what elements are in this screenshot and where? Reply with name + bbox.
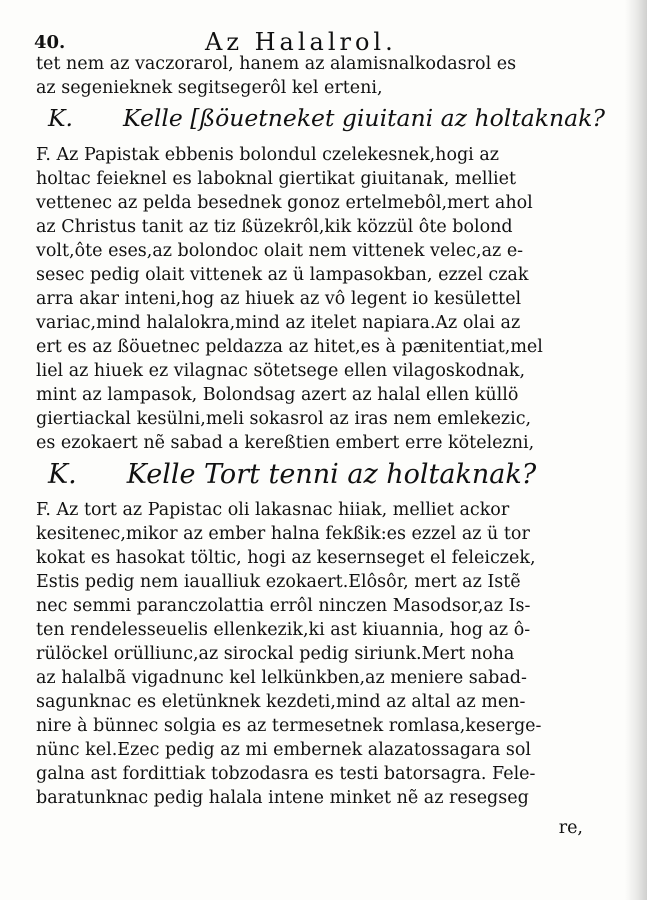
text-line: variac,mind halalokra,mind az itelet napiara.Az olai az [36, 313, 521, 333]
text-line: mint az lampasok, Bolondsag azert az halal ellen küllö [36, 385, 519, 405]
text-line: kokat es hasokat töltic, hogi az kesernseget el feleiczek, [36, 548, 536, 568]
text-line: nünc kel.Ezec pedig az mi embernek alazatossagara sol [36, 740, 531, 760]
text-line: kesitenec,mikor az ember halna fekßik:es ezzel az ü tor [36, 524, 530, 544]
text-line: az halalbã vigadnunc kel lelkünkben,az meniere sabad- [36, 668, 527, 688]
text-line: az Christus tanit az tiz ßüzekrôl,kik közzül ôte bolond [36, 217, 513, 237]
text-line: holtac feieknel es laboknal giertikat giuitanak, melliet [36, 169, 517, 189]
question-text: Kelle Tort tenni az holtaknak? [126, 459, 537, 490]
text-line: sesec pedig olait vittenek az ü lampasokban, ezzel czak [36, 265, 529, 285]
text-line: ten rendelesseuelis ellenkezik,ki ast kiuannia, hog az ô- [36, 620, 531, 640]
question-heading [48, 104, 608, 132]
question-marker: K. [48, 104, 74, 132]
question-marker: K. [48, 459, 77, 490]
question-heading [48, 459, 608, 490]
text-line: volt,ôte eses,az bolondoc olait nem vittenek velec,az e- [36, 241, 524, 261]
text-line: rülöckel orülliunc,az sirockal pedig siriunk.Mert noha [36, 644, 515, 664]
text-line: F. Az Papistak ebbenis bolondul czelekesnek,hogi az [36, 145, 499, 165]
running-title: Az Halalrol. [205, 28, 397, 56]
page-number: 40. [34, 32, 66, 53]
text-line: es ezokaert nẽ sabad a kereßtien embert erre kötelezni, [36, 433, 535, 453]
text-line: liel az hiuek ez vilagnac sötetsege ellen vilagoskodnak, [36, 361, 526, 381]
text-line: galna ast fordittiak tobzodasra es testi batorsagra. Fele- [36, 764, 536, 784]
text-line: baratunknac pedig halala intene minket nẽ az resegseg [36, 788, 529, 808]
page-edge-shadow [625, 0, 647, 900]
text-line: vettenec az pelda besednek gonoz ertelmebôl,mert ahol [36, 193, 533, 213]
text-line: F. Az tort az Papistac oli lakasnac hiiak, melliet ackor [36, 500, 510, 520]
text-line: giertiackal kesülni,meli sokasrol az iras nem emlekezic, [36, 409, 532, 429]
text-line: sagunknac es eletünknek kezdeti,mind az altal az men- [36, 692, 526, 712]
question-text: Kelle [ßöuetneket giuitani az holtaknak? [123, 104, 605, 132]
text-line: tet nem az vaczorarol, hanem az alamisnalkodasrol es [36, 54, 517, 74]
text-line: ert es az ßöuetnec peldazza az hitet,es à pænitentiat,mel [36, 337, 543, 357]
text-line: Estis pedig nem iaualliuk ezokaert.Elôsôr, mert az Istẽ [36, 572, 521, 592]
text-line: nec semmi paranczolattia errôl ninczen Masodsor,az Is- [36, 596, 531, 616]
text-line: az segenieknek segitsegerôl kel erteni, [36, 78, 383, 98]
text-line: arra akar inteni,hog az hiuek az vô legent io kesülettel [36, 289, 522, 309]
catchword: re, [558, 818, 583, 838]
text-line: nire à bünnec solgia es az termesetnek romlasa,keserge- [36, 716, 542, 736]
